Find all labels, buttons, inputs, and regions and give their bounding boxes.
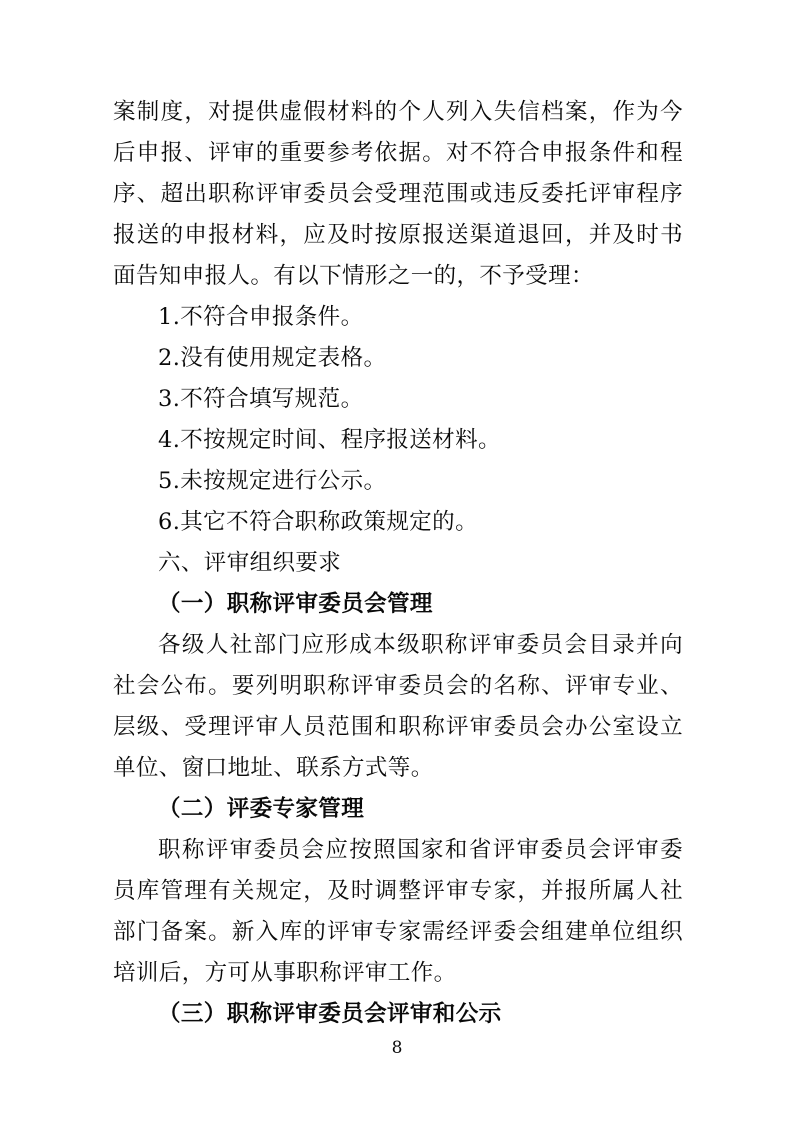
paragraph-subsection-one-body: 各级人社部门应形成本级职称评审委员会目录并向社会公布。要列明职称评审委员会的名称、评审专业、层级、受理评审人员范围和职称评审委员会办公室设立单位、窗口地址、联系方式等。 [113,632,683,781]
list-item-4: 4.不按规定时间、程序报送材料。 [158,427,501,453]
section-heading-six: 六、评审组织要求 [158,550,342,576]
subsection-heading-one: （一）职称评审委员会管理 [158,591,433,617]
list-item-3: 3.不符合填写规范。 [158,386,364,412]
subsection-heading-two: （二）评委专家管理 [158,796,365,822]
list-item-6: 6.其它不符合职称政策规定的。 [158,509,478,535]
list-item-2: 2.没有使用规定表格。 [158,345,387,371]
paragraph-subsection-two-body: 职称评审委员会应按照国家和省评审委员会评审委员库管理有关规定，及时调整评审专家，并报所属人社部门备案。新入库的评审专家需经评委会组建单位组织培训后，方可从事职称评审工作。 [113,837,683,986]
page-content [113,92,683,1035]
list-item-1: 1.不符合申报条件。 [158,304,364,330]
subsection-heading-three: （三）职称评审委员会评审和公示 [158,1001,502,1027]
page-number: 8 [391,1038,403,1058]
list-item-5: 5.未按规定进行公示。 [158,468,387,494]
paragraph-continuation: 案制度，对提供虚假材料的个人列入失信档案，作为今后申报、评审的重要参考依据。对不符合申报条件和程序、超出职称评审委员会受理范围或违反委托评审程序报送的申报材料，应及时按原报送渠道退回，并及时书面告知申报人。有以下情形之一的，不予受理： [113,99,683,289]
